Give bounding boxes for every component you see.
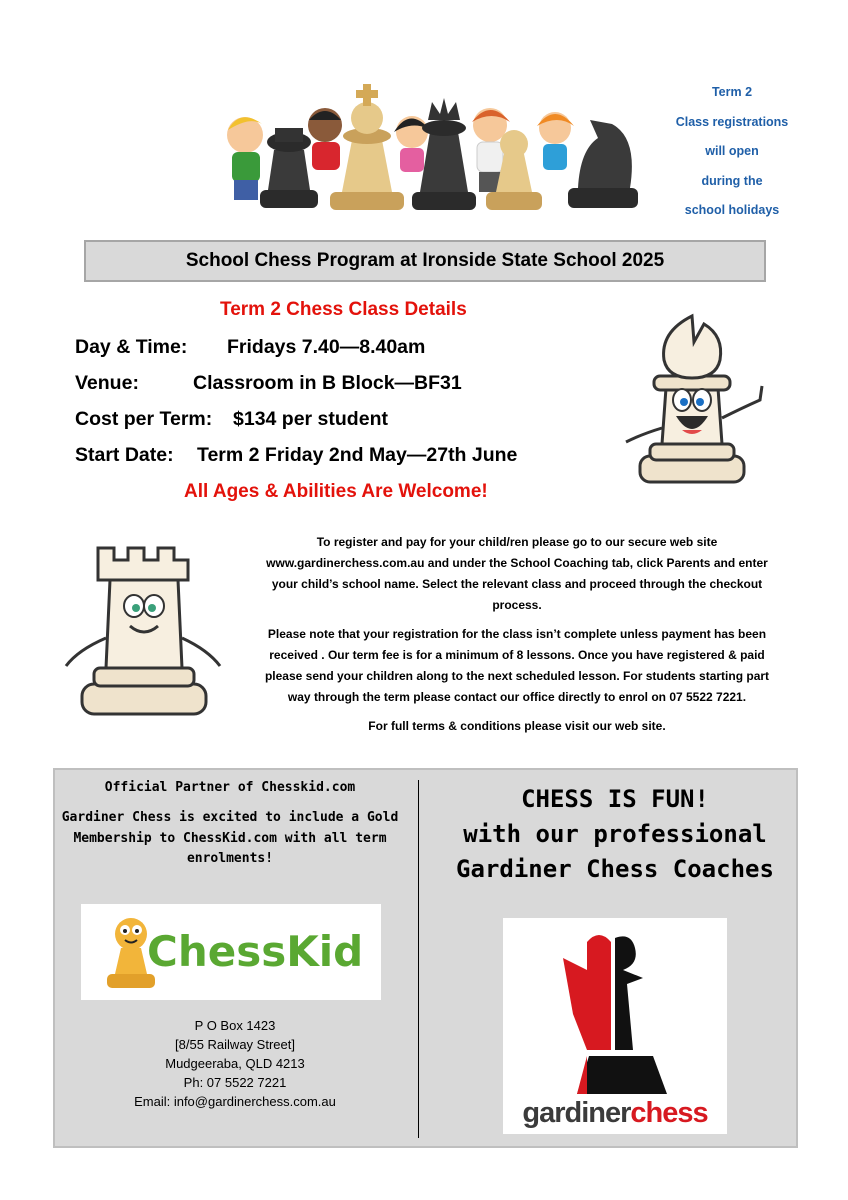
partner-heading: Official Partner of Chesskid.com	[104, 780, 356, 795]
notice-line: school holidays	[684, 203, 780, 217]
notice-line: Term 2	[711, 85, 753, 99]
contact-address	[110, 1016, 360, 1111]
detail-value: Term 2 Friday 2nd May—27th June	[197, 444, 518, 466]
fun-line: Gardiner Chess Coaches	[456, 855, 774, 883]
registration-paragraph: For full terms & conditions please visit our web site.	[368, 719, 666, 733]
program-title-bar	[84, 240, 766, 282]
fun-line: with our professional	[463, 820, 767, 848]
notice-line: during the	[701, 173, 763, 188]
registration-notice	[668, 78, 796, 226]
registration-paragraph: To register and pay for your child/ren please go to our secure web site www.gardinerchess.com.au and under the School Coaching tab, click Parents and enter your child’s school name. Select the relevant class and proceed through the checkout process.	[266, 535, 768, 612]
kid-orange-hair-icon	[537, 112, 574, 170]
detail-value: $134 per student	[233, 408, 388, 430]
address-line: P O Box 1423	[194, 1018, 276, 1033]
fun-line: CHESS IS FUN!	[521, 785, 709, 813]
program-title: School Chess Program at Ironside State School 2025	[185, 250, 665, 271]
email-line: Email: info@gardinerchess.com.au	[134, 1094, 336, 1109]
kid-yellow-hair-icon	[227, 117, 263, 200]
dark-knight-icon	[568, 120, 638, 208]
address-line: Mudgeeraba, QLD 4213	[165, 1056, 305, 1071]
wordmark-part-chess: chess	[630, 1097, 708, 1129]
registration-paragraph: Please note that your registration for the class isn’t complete unless payment has been received . Our term fee is for a minimum of 8 lessons. Once you have registered & paid please send your children along to the next scheduled lesson. For students starting part way through the term please contact our office directly to enrol on 07 5522 7221.	[264, 627, 770, 704]
notice-line: Class registrations	[675, 114, 789, 129]
kid-dark-hair-icon	[308, 108, 342, 170]
notice-line: will open	[705, 144, 759, 158]
light-king-icon	[330, 84, 404, 210]
chesskid-logo	[81, 904, 381, 1000]
panel-divider	[418, 780, 419, 1138]
detail-label: Day & Time:	[75, 336, 188, 358]
rook-character-icon	[58, 538, 228, 720]
chesskid-pawn-icon	[81, 904, 381, 1000]
partner-description: Gardiner Chess is excited to include a Gold Membership to ChessKid.com with all term enrolments!	[61, 810, 399, 866]
wordmark-part-gardiner: gardiner	[522, 1097, 631, 1129]
registration-instructions	[252, 532, 782, 745]
detail-label: Venue:	[75, 372, 139, 394]
chesskid-wordmark: ChessKid	[147, 927, 364, 976]
detail-value: Fridays 7.40—8.40am	[227, 336, 426, 358]
phone-line: Ph: 07 5522 7221	[183, 1075, 287, 1090]
details-heading: Term 2 Chess Class Details	[220, 299, 467, 320]
chess-is-fun-heading	[440, 782, 790, 887]
bishop-character-icon	[612, 308, 772, 488]
welcome-message: All Ages & Abilities Are Welcome!	[184, 481, 488, 502]
detail-label: Start Date:	[75, 444, 174, 466]
kids-chess-pieces-illustration	[220, 80, 650, 215]
detail-value: Classroom in B Block—BF31	[193, 372, 462, 394]
gardiner-chess-logo	[503, 918, 727, 1134]
gardiner-pawn-icon	[503, 918, 727, 1098]
address-line: [8/55 Railway Street]	[175, 1037, 295, 1052]
detail-label: Cost per Term:	[75, 408, 213, 430]
dark-rook-icon	[260, 128, 318, 208]
gardiner-chess-wordmark	[503, 1097, 727, 1130]
